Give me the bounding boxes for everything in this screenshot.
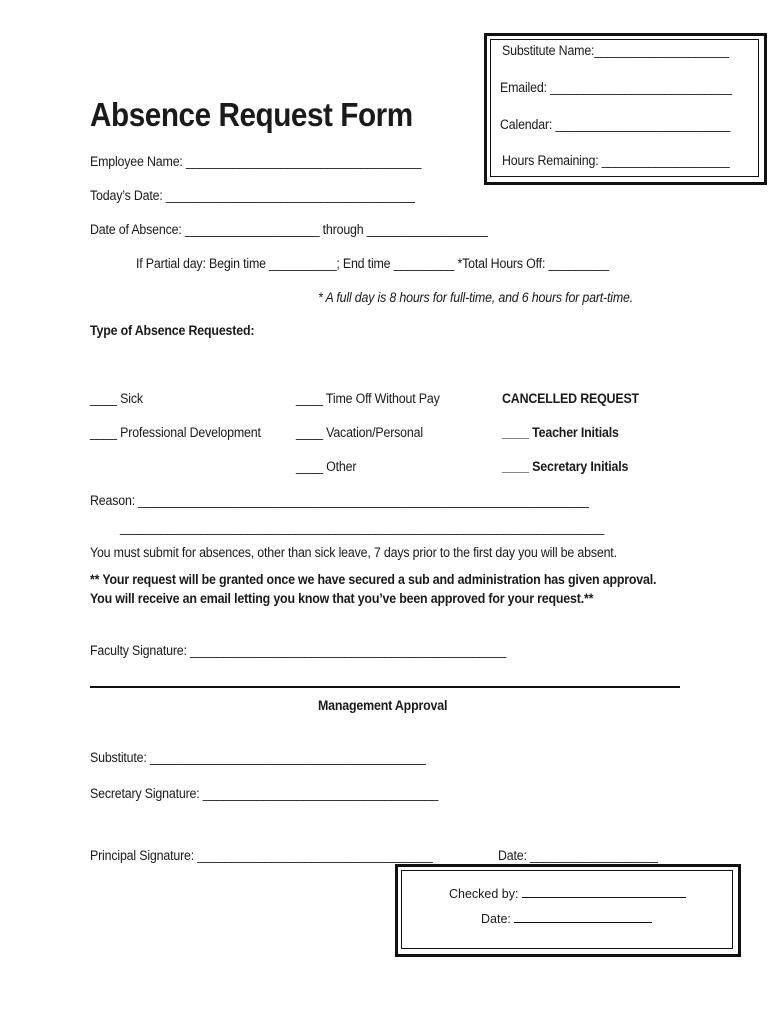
principal-date-field[interactable]: Date: ___________________ (498, 848, 658, 863)
checked-date-label: Date: (481, 912, 511, 926)
grant-notice-line-2: You will receive an email letting you know that you’ve been approved for your request.** (90, 591, 594, 606)
checked-date-line[interactable] (514, 910, 652, 923)
calendar-field[interactable]: Calendar: __________________________ (500, 117, 731, 132)
option-sick[interactable]: ____ Sick (90, 391, 143, 406)
hours-remaining-field[interactable]: Hours Remaining: ___________________ (502, 153, 730, 168)
option-vacation-personal[interactable]: ____ Vacation/Personal (296, 425, 423, 440)
substitute-name-field[interactable]: Substitute Name:____________________ (502, 43, 729, 58)
reason-field-line-2[interactable]: ________________________________________________________________________ (120, 520, 605, 535)
option-time-off-without-pay[interactable]: ____ Time Off Without Pay (296, 391, 440, 406)
secretary-initials-field[interactable]: ____ Secretary Initials (502, 459, 629, 474)
date-of-absence-field[interactable]: Date of Absence: ____________________ through __________________ (90, 222, 488, 237)
substitute-field[interactable]: Substitute: _________________________________________ (90, 750, 426, 765)
emailed-field[interactable]: Emailed: ___________________________ (500, 80, 732, 95)
form-title: Absence Request Form (90, 96, 413, 133)
type-of-absence-heading: Type of Absence Requested: (90, 323, 255, 338)
secretary-signature-field[interactable]: Secretary Signature: ___________________________________ (90, 786, 439, 801)
section-divider (90, 686, 680, 688)
checked-by-line[interactable] (522, 885, 686, 898)
partial-day-field[interactable]: If Partial day: Begin time __________; End time _________ *Total Hours Off: _________ (136, 256, 609, 271)
checked-by-label: Checked by: (449, 887, 519, 901)
submit-notice: You must submit for absences, other than sick leave, 7 days prior to the first day you will be absent. (90, 545, 617, 560)
checked-by-field[interactable] (449, 885, 686, 901)
employee-name-field[interactable]: Employee Name: ___________________________________ (90, 154, 422, 169)
grant-notice-line-1: ** Your request will be granted once we have secured a sub and administration has given approval. (90, 572, 657, 587)
full-day-note: * A full day is 8 hours for full-time, and 6 hours for part-time. (318, 290, 634, 305)
option-other[interactable]: ____ Other (296, 459, 357, 474)
todays-date-field[interactable]: Today’s Date: _____________________________________ (90, 188, 415, 203)
faculty-signature-field[interactable]: Faculty Signature: _______________________________________________ (90, 643, 507, 658)
principal-signature-field[interactable]: Principal Signature: ___________________________________ (90, 848, 433, 863)
teacher-initials-field[interactable]: ____ Teacher Initials (502, 425, 619, 440)
cancelled-request-label: CANCELLED REQUEST (502, 391, 639, 406)
checked-date-field[interactable] (481, 910, 652, 926)
reason-field[interactable]: Reason: ___________________________________________________________________ (90, 493, 589, 508)
option-professional-development[interactable]: ____ Professional Development (90, 425, 261, 440)
management-approval-heading: Management Approval (318, 698, 448, 713)
